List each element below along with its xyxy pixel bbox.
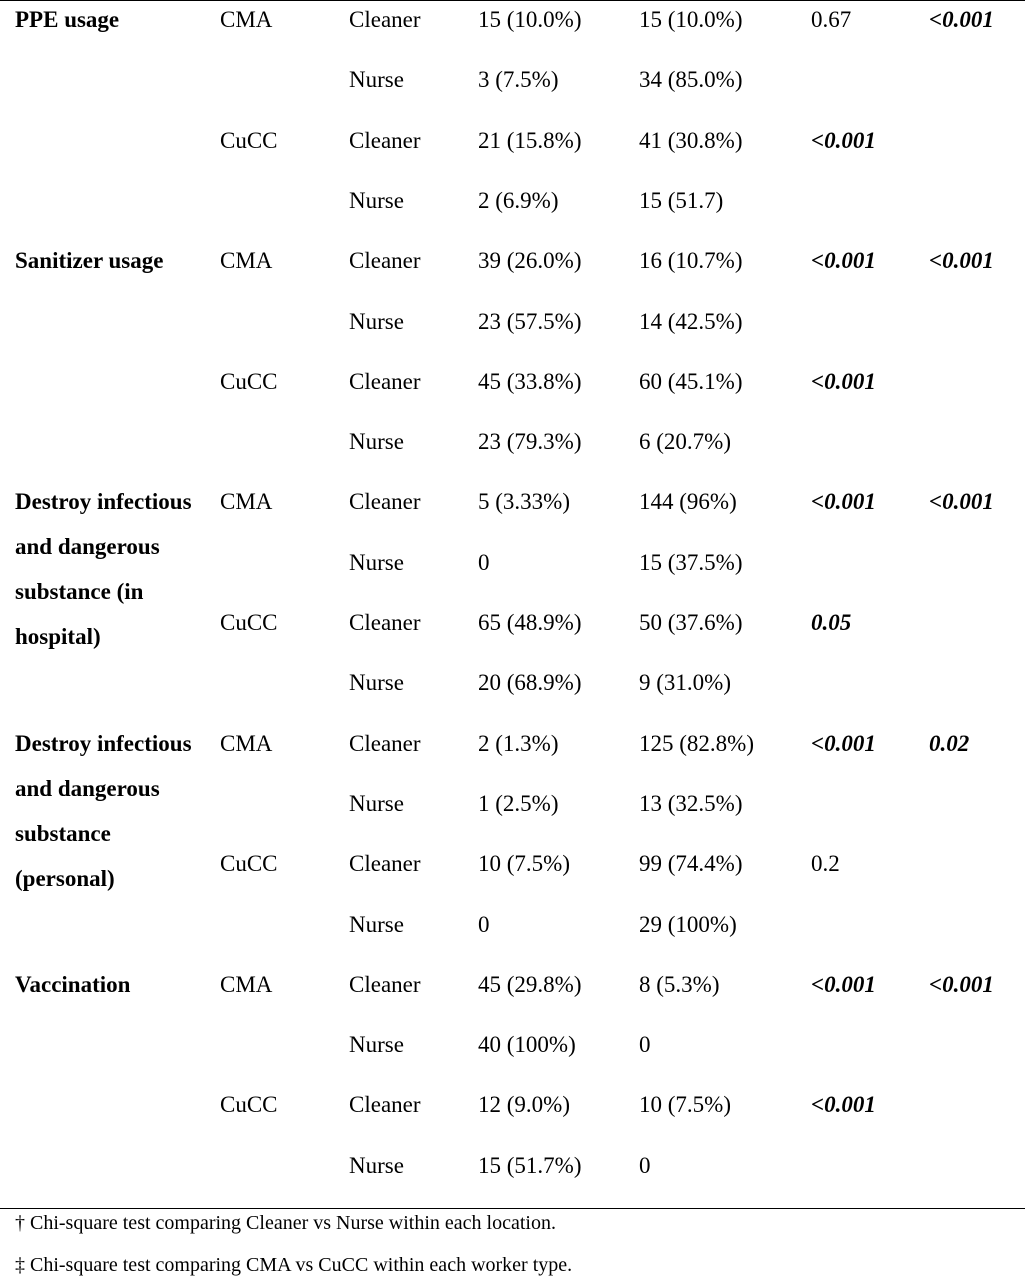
value-cell-1: 20 (68.9%)	[478, 670, 582, 696]
value-cell-2: 14 (42.5%)	[639, 308, 743, 334]
worker-cell: Nurse	[349, 1152, 404, 1178]
p-value-within: 0.67	[811, 7, 852, 32]
location-cell: CMA	[220, 730, 273, 756]
value-cell-1: 1 (2.5%)	[478, 790, 559, 816]
variable-label: PPE usage	[15, 7, 120, 32]
location-cell: CuCC	[220, 368, 278, 394]
value-cell-2: 15 (10.0%)	[639, 7, 743, 32]
table-bottom-rule	[0, 1208, 1025, 1209]
location-cell: CMA	[220, 489, 273, 515]
worker-cell: Cleaner	[349, 127, 421, 153]
worker-cell: Cleaner	[349, 971, 421, 997]
p-value-within: <0.001	[811, 368, 876, 394]
value-cell-2: 144 (96%)	[639, 489, 737, 515]
p-value-within: <0.001	[811, 1092, 876, 1118]
value-cell-1: 21 (15.8%)	[478, 127, 582, 153]
value-cell-2: 15 (37.5%)	[639, 549, 743, 575]
value-cell-1: 23 (57.5%)	[478, 308, 582, 334]
value-cell-1: 3 (7.5%)	[478, 67, 559, 93]
value-cell-2: 16 (10.7%)	[639, 248, 743, 274]
p-value-within: 0.05	[811, 610, 852, 635]
p-value-within: 0.2	[811, 851, 840, 877]
location-cell: CuCC	[220, 610, 278, 635]
p-value-within: <0.001	[811, 127, 876, 153]
p-value-between: <0.001	[929, 7, 994, 32]
value-cell-1: 12 (9.0%)	[478, 1092, 570, 1118]
value-cell-2: 29 (100%)	[639, 911, 737, 937]
value-cell-2: 6 (20.7%)	[639, 429, 731, 455]
value-cell-2: 0	[639, 1032, 651, 1058]
value-cell-2: 9 (31.0%)	[639, 670, 731, 696]
worker-cell: Nurse	[349, 187, 404, 213]
value-cell-2: 10 (7.5%)	[639, 1092, 731, 1118]
p-value-within: <0.001	[811, 730, 876, 756]
value-cell-2: 41 (30.8%)	[639, 127, 743, 153]
value-cell-2: 50 (37.6%)	[639, 610, 743, 635]
p-value-between: <0.001	[929, 971, 994, 997]
location-cell: CuCC	[220, 127, 278, 153]
worker-cell: Cleaner	[349, 851, 421, 877]
value-cell-1: 0	[478, 549, 490, 575]
value-cell-1: 65 (48.9%)	[478, 610, 582, 635]
value-cell-1: 2 (1.3%)	[478, 730, 559, 756]
footnote-double-dagger: ‡ Chi-square test comparing CMA vs CuCC within each worker type.	[15, 1254, 573, 1276]
footnote-dagger: † Chi-square test comparing Cleaner vs Nurse within each location.	[15, 1212, 556, 1234]
worker-cell: Nurse	[349, 911, 404, 937]
worker-cell: Cleaner	[349, 7, 421, 32]
value-cell-2: 34 (85.0%)	[639, 67, 743, 93]
value-cell-1: 45 (33.8%)	[478, 368, 582, 394]
value-cell-2: 125 (82.8%)	[639, 730, 754, 756]
value-cell-2: 0	[639, 1152, 651, 1178]
value-cell-1: 23 (79.3%)	[478, 429, 582, 455]
worker-cell: Nurse	[349, 67, 404, 93]
value-cell-1: 40 (100%)	[478, 1032, 576, 1058]
worker-cell: Cleaner	[349, 248, 421, 274]
value-cell-1: 0	[478, 911, 490, 937]
value-cell-1: 15 (10.0%)	[478, 7, 582, 32]
p-value-within: <0.001	[811, 489, 876, 515]
location-cell: CuCC	[220, 1092, 278, 1118]
value-cell-2: 13 (32.5%)	[639, 790, 743, 816]
location-cell: CMA	[220, 971, 273, 997]
value-cell-1: 45 (29.8%)	[478, 971, 582, 997]
value-cell-2: 99 (74.4%)	[639, 851, 743, 877]
variable-label: Vaccination	[15, 971, 131, 997]
location-cell: CMA	[220, 7, 273, 32]
value-cell-1: 15 (51.7%)	[478, 1152, 582, 1178]
variable-label: Destroy infectious and dangerous substance (personal)	[15, 730, 192, 891]
p-value-between: <0.001	[929, 248, 994, 274]
worker-cell: Cleaner	[349, 368, 421, 394]
worker-cell: Cleaner	[349, 1092, 421, 1118]
variable-label: Destroy infectious and dangerous substance (in hospital)	[15, 489, 192, 650]
location-cell: CuCC	[220, 851, 278, 877]
worker-cell: Nurse	[349, 429, 404, 455]
value-cell-1: 10 (7.5%)	[478, 851, 570, 877]
p-value-between: <0.001	[929, 489, 994, 515]
worker-cell: Cleaner	[349, 730, 421, 756]
value-cell-1: 5 (3.33%)	[478, 489, 570, 515]
worker-cell: Nurse	[349, 549, 404, 575]
worker-cell: Cleaner	[349, 489, 421, 515]
p-value-within: <0.001	[811, 248, 876, 274]
worker-cell: Cleaner	[349, 610, 421, 635]
worker-cell: Nurse	[349, 670, 404, 696]
p-value-between: 0.02	[929, 730, 970, 756]
worker-cell: Nurse	[349, 308, 404, 334]
value-cell-1: 2 (6.9%)	[478, 187, 559, 213]
value-cell-2: 15 (51.7)	[639, 187, 724, 213]
value-cell-2: 8 (5.3%)	[639, 971, 720, 997]
value-cell-1: 39 (26.0%)	[478, 248, 582, 274]
worker-cell: Nurse	[349, 790, 404, 816]
p-value-within: <0.001	[811, 971, 876, 997]
location-cell: CMA	[220, 248, 273, 274]
worker-cell: Nurse	[349, 1032, 404, 1058]
value-cell-2: 60 (45.1%)	[639, 368, 743, 394]
variable-label: Sanitizer usage	[15, 248, 164, 274]
